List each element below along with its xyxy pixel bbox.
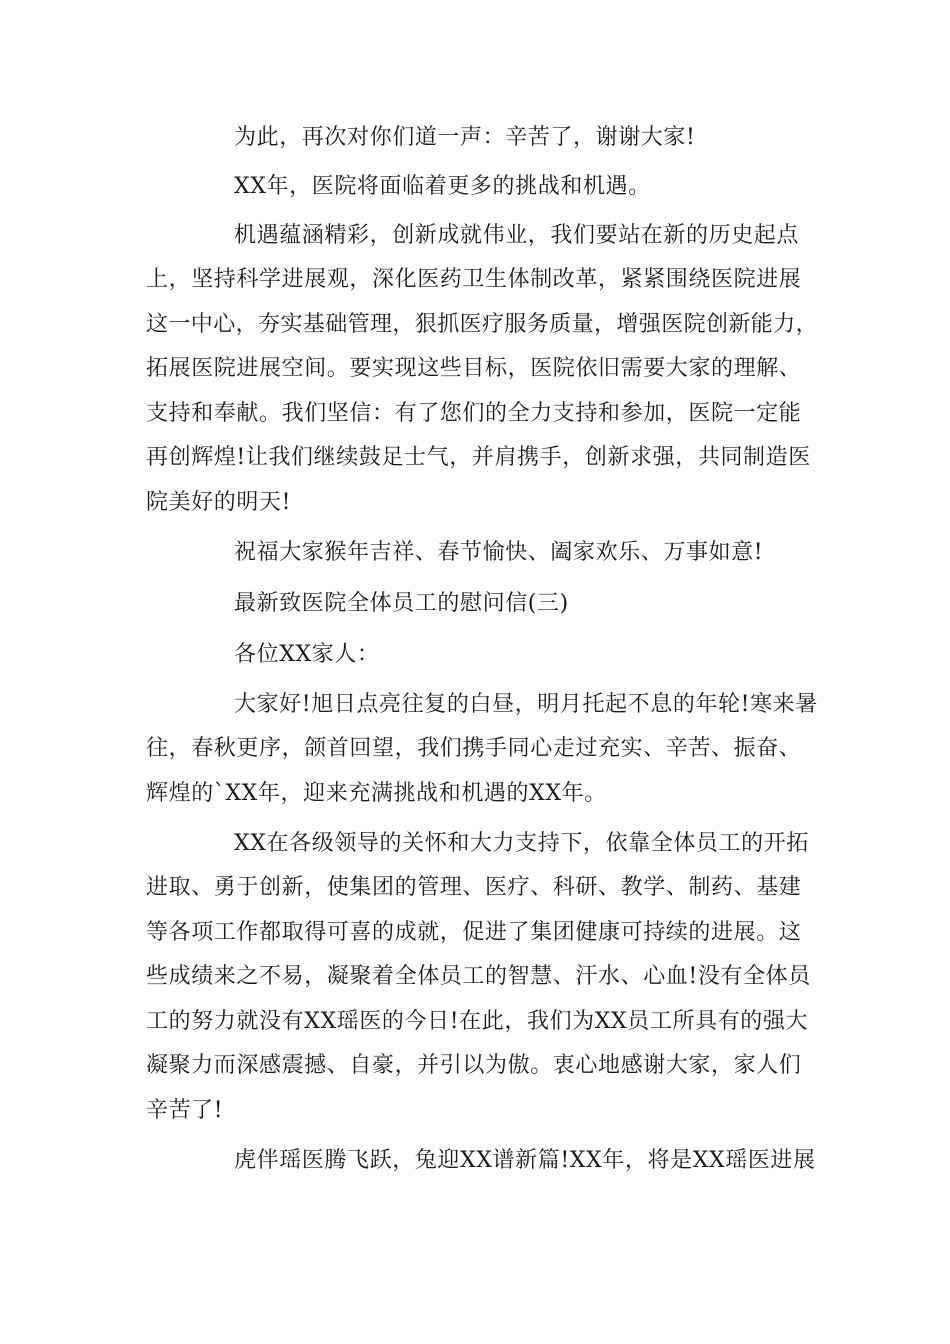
paragraph-line: 虎伴瑶医腾飞跃，兔迎XX谱新篇!XX年，将是XX瑶医进展 [234,1148,816,1173]
paragraph-line: 些成绩来之不易，凝聚着全体员工的智慧、汗水、心血!没有全体员 [146,964,811,989]
salutation: 各位XX家人： [234,642,380,667]
paragraph-line: 祝福大家猴年吉祥、春节愉快、阖家欢乐、万事如意! [234,540,764,565]
paragraph-line: 进取、勇于创新，使集团的管理、医疗、科研、教学、制药、基建 [146,875,802,900]
paragraph-line: 辉煌的`XX年，迎来充满挑战和机遇的XX年。 [146,781,607,806]
paragraph-line: 凝聚力而深感震撼、自豪，并引以为傲。衷心地感谢大家，家人们 [146,1053,802,1078]
paragraph-line: 院美好的明天! [146,490,292,515]
paragraph-line: 机遇蕴涵精彩，创新成就伟业，我们要站在新的历史起点 [234,223,800,248]
paragraph-line: 往，春秋更序，颌首回望，我们携手同心走过充实、辛苦、振奋、 [146,736,802,761]
paragraph-line: 工的努力就没有XX瑶医的今日!在此，我们为XX员工所具有的强大 [146,1009,809,1034]
paragraph-line: 等各项工作都取得可喜的成就，促进了集团健康可持续的进展。这 [146,920,802,945]
paragraph-line: XX年，医院将面临着更多的挑战和机遇。 [234,174,651,199]
paragraph-line: 为此，再次对你们道一声：辛苦了，谢谢大家! [234,125,696,150]
section-heading: 最新致医院全体员工的慰问信(三) [234,591,569,616]
paragraph-line: 这一中心，夯实基础管理，狠抓医疗服务质量，增强医院创新能力， [146,312,819,337]
paragraph-line: 再创辉煌!让我们继续鼓足士气，并肩携手，创新求强，共同制造医 [146,445,811,470]
paragraph-line: 大家好!旭日点亮往复的白昼，明月托起不息的年轮!寒来暑 [234,692,818,717]
paragraph-line: 支持和奉献。我们坚信：有了您们的全力支持和参加，医院一定能 [146,401,802,426]
paragraph-line: 拓展医院进展空间。要实现这些目标，医院依旧需要大家的理解、 [146,356,802,381]
paragraph-line: 辛苦了! [146,1098,224,1123]
paragraph-line: 上，坚持科学进展观，深化医药卫生体制改革，紧紧围绕医院进展 [146,267,802,292]
paragraph-line: XX在各级领导的关怀和大力支持下，依靠全体员工的开拓 [234,831,809,856]
